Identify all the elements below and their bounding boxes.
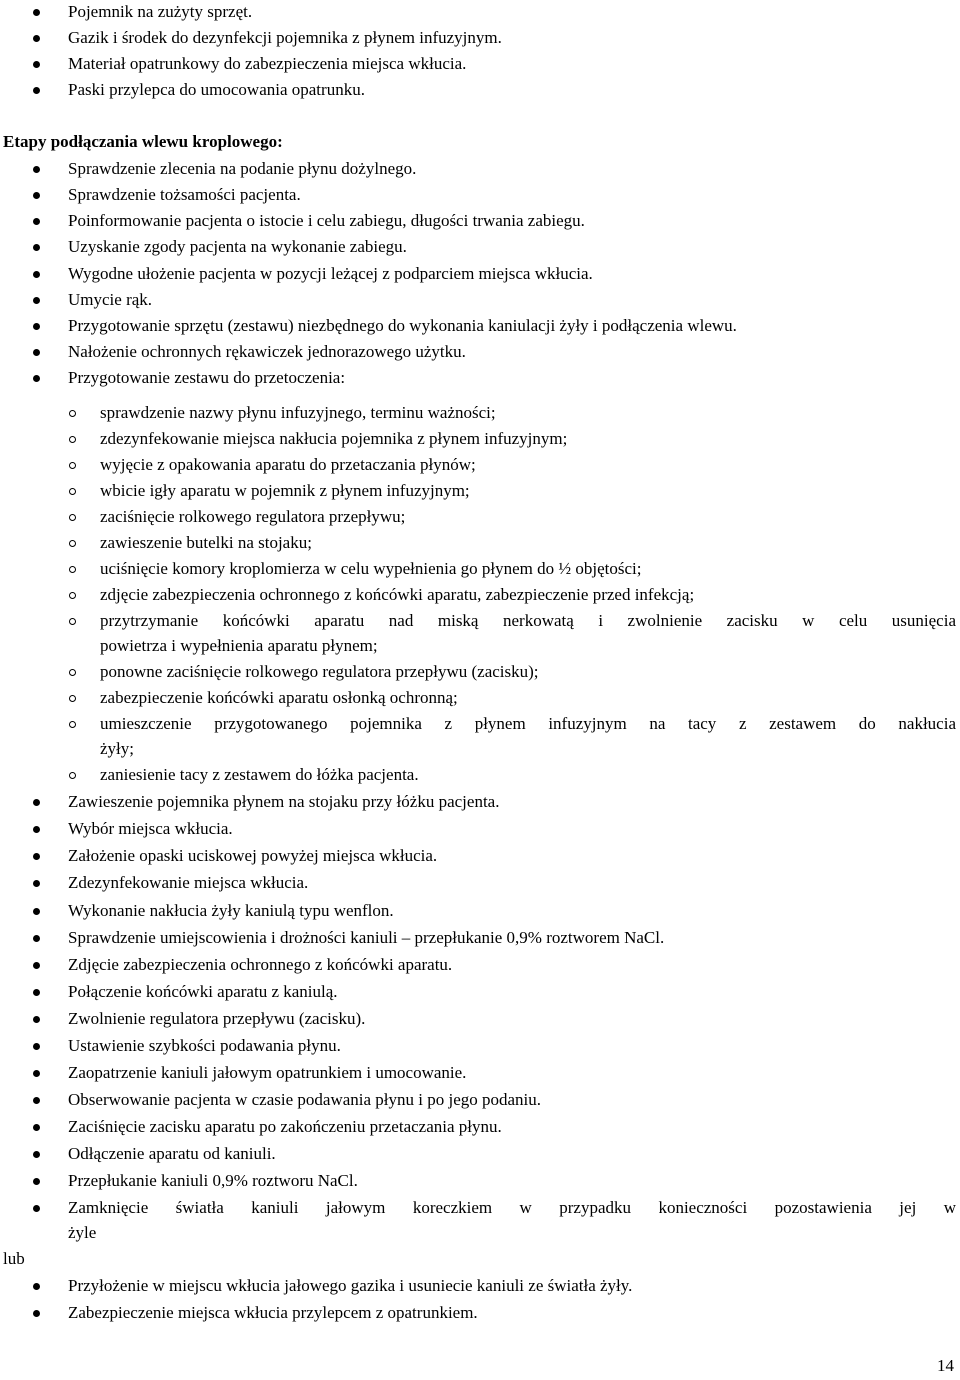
sub-list-item-text: zdezynfekowanie miejsca nakłucia pojemnika z płynem infuzyjnym; xyxy=(100,429,568,448)
bullet-icon xyxy=(33,192,40,199)
circle-bullet-icon xyxy=(69,772,76,779)
list-item xyxy=(0,0,960,24)
circle-bullet-icon xyxy=(69,618,76,625)
bullet-icon xyxy=(33,1124,40,1131)
bullet-icon xyxy=(33,87,40,94)
bullet-icon xyxy=(33,297,40,304)
page-number: 14 xyxy=(937,1356,954,1375)
sub-list-item-text: zaciśnięcie rolkowego regulatora przepływu; xyxy=(100,507,406,526)
bullet-icon xyxy=(33,218,40,225)
list-item xyxy=(0,844,960,868)
circle-bullet-icon xyxy=(69,410,76,417)
list-item xyxy=(0,314,960,338)
list-item-text: Wybór miejsca wkłucia. xyxy=(68,819,233,838)
list-item xyxy=(0,871,960,895)
bullet-icon xyxy=(33,1283,40,1290)
list-item xyxy=(0,1088,960,1112)
circle-bullet-icon xyxy=(69,462,76,469)
list-item-text: Sprawdzenie umiejscowienia i drożności kaniuli – przepłukanie 0,9% roztworem NaCl. xyxy=(68,928,665,947)
list-item-text: Połączenie końcówki aparatu z kaniulą. xyxy=(68,982,338,1001)
bullet-icon xyxy=(33,9,40,16)
circle-bullet-icon xyxy=(69,488,76,495)
sub-list-item xyxy=(0,712,960,736)
list-item-text: Sprawdzenie tożsamości pacjenta. xyxy=(68,185,301,204)
bullet-icon xyxy=(33,271,40,278)
bullet-icon xyxy=(33,1016,40,1023)
sub-list-item-text: sprawdzenie nazwy płynu infuzyjnego, terminu ważności; xyxy=(100,403,496,422)
sub-list-item xyxy=(0,427,960,451)
bullet-icon xyxy=(33,880,40,887)
list-item xyxy=(0,1115,960,1139)
sub-list-item xyxy=(0,763,960,787)
list-item-text: Umycie rąk. xyxy=(68,290,153,309)
list-item xyxy=(0,366,960,390)
list-item-text: Przygotowanie zestawu do przetoczenia: xyxy=(68,368,346,387)
sub-list-item xyxy=(0,583,960,607)
list-item xyxy=(0,1061,960,1085)
bullet-icon xyxy=(33,1043,40,1050)
list-item xyxy=(0,1142,960,1166)
circle-bullet-icon xyxy=(69,669,76,676)
bullet-icon xyxy=(33,1310,40,1317)
circle-bullet-icon xyxy=(69,721,76,728)
circle-bullet-icon xyxy=(69,566,76,573)
or-label-text: lub xyxy=(3,1249,25,1268)
section-heading-text: Etapy podłączania wlewu kroplowego: xyxy=(3,132,283,151)
bullet-icon xyxy=(33,853,40,860)
bullet-icon xyxy=(33,1151,40,1158)
list-item-text: Zdjęcie zabezpieczenia ochronnego z końcówki aparatu. xyxy=(68,955,453,974)
list-item xyxy=(0,52,960,76)
list-item-text: Przyłożenie w miejscu wkłucia jałowego gazika i usuniecie kaniuli ze światła żyły. xyxy=(68,1276,633,1295)
list-item-continuation xyxy=(0,1221,960,1245)
sub-list-item-continuation xyxy=(0,634,960,658)
list-item-text: Zdezynfekowanie miejsca wkłucia. xyxy=(68,873,309,892)
list-item xyxy=(0,980,960,1004)
sub-list-item-continuation xyxy=(0,737,960,761)
list-item-text: Gazik i środek do dezynfekcji pojemnika z płynem infuzyjnym. xyxy=(68,28,502,47)
list-item xyxy=(0,235,960,259)
list-item-text: Obserwowanie pacjenta w czasie podawania płynu i po jego podaniu. xyxy=(68,1090,542,1109)
sub-list-item-text: zabezpieczenie końcówki aparatu osłonką ochronną; xyxy=(100,688,458,707)
bullet-icon xyxy=(33,1178,40,1185)
sub-list-item-text: zdjęcie zabezpieczenia ochronnego z końcówki aparatu, zabezpieczenie przed infekcją; xyxy=(100,585,695,604)
list-item-text: Przepłukanie kaniuli 0,9% roztworu NaCl. xyxy=(68,1171,358,1190)
list-item-text: Zaopatrzenie kaniuli jałowym opatrunkiem i umocowanie. xyxy=(68,1063,467,1082)
list-item-text: Zaciśnięcie zacisku aparatu po zakończeniu przetaczania płynu. xyxy=(68,1117,502,1136)
circle-bullet-icon xyxy=(69,592,76,599)
list-item-text: Zwolnienie regulatora przepływu (zacisku). xyxy=(68,1009,366,1028)
list-item xyxy=(0,340,960,364)
sub-list-item xyxy=(0,505,960,529)
sub-list-item-text: powietrza i wypełnienia aparatu płynem; xyxy=(100,636,378,655)
bullet-icon xyxy=(33,962,40,969)
sub-list-item-text: ponowne zaciśnięcie rolkowego regulatora przepływu (zacisku); xyxy=(100,662,539,681)
list-item-text: Przygotowanie sprzętu (zestawu) niezbędnego do wykonania kaniulacji żyły i podłączenia wlewu. xyxy=(68,316,737,335)
list-item xyxy=(0,790,960,814)
list-item-text: Wykonanie nakłucia żyły kaniulą typu wenflon. xyxy=(68,901,394,920)
circle-bullet-icon xyxy=(69,695,76,702)
list-item-text: Odłączenie aparatu od kaniuli. xyxy=(68,1144,276,1163)
list-item-text: Uzyskanie zgody pacjenta na wykonanie zabiegu. xyxy=(68,237,407,256)
bullet-icon xyxy=(33,349,40,356)
list-item-text: Ustawienie szybkości podawania płynu. xyxy=(68,1036,341,1055)
list-item-text: Nałożenie ochronnych rękawiczek jednorazowego użytku. xyxy=(68,342,466,361)
sub-list-item-text: przytrzymanie końcówki aparatu nad miską nerkowatą i zwolnienie zacisku w celu usunięcia xyxy=(100,611,956,630)
circle-bullet-icon xyxy=(69,540,76,547)
circle-bullet-icon xyxy=(69,514,76,521)
list-item xyxy=(0,1196,960,1220)
list-item xyxy=(0,1169,960,1193)
sub-list-item xyxy=(0,401,960,425)
list-item xyxy=(0,157,960,181)
list-item-text: Założenie opaski uciskowej powyżej miejsca wkłucia. xyxy=(68,846,438,865)
or-label xyxy=(0,1247,960,1271)
bullet-icon xyxy=(33,908,40,915)
list-item xyxy=(0,899,960,923)
sub-list-item-text: zaniesienie tacy z zestawem do łóżka pacjenta. xyxy=(100,765,419,784)
list-item-text: żyle xyxy=(68,1223,97,1242)
circle-bullet-icon xyxy=(69,436,76,443)
sub-list-item xyxy=(0,686,960,710)
list-item-text: Pojemnik na zużyty sprzęt. xyxy=(68,2,253,21)
list-item xyxy=(0,1034,960,1058)
bullet-icon xyxy=(33,244,40,251)
sub-list-item-text: żyły; xyxy=(100,739,134,758)
list-item-text: Wygodne ułożenie pacjenta w pozycji leżącej z podparciem miejsca wkłucia. xyxy=(68,264,593,283)
sub-list-item-text: umieszczenie przygotowanego pojemnika z płynem infuzyjnym na tacy z zestawem do nakłucia xyxy=(100,714,956,733)
list-item-text: Zabezpieczenie miejsca wkłucia przylepcem z opatrunkiem. xyxy=(68,1303,478,1322)
list-item-text: Paski przylepca do umocowania opatrunku. xyxy=(68,80,365,99)
sub-list-item-text: wyjęcie z opakowania aparatu do przetaczania płynów; xyxy=(100,455,476,474)
sub-list-item xyxy=(0,479,960,503)
list-item xyxy=(0,926,960,950)
bullet-icon xyxy=(33,1205,40,1212)
list-item xyxy=(0,262,960,286)
list-item xyxy=(0,1007,960,1031)
section-heading xyxy=(0,130,960,154)
bullet-icon xyxy=(33,323,40,330)
list-item xyxy=(0,953,960,977)
bullet-icon xyxy=(33,375,40,382)
bullet-icon xyxy=(33,826,40,833)
sub-list-item xyxy=(0,453,960,477)
list-item xyxy=(0,26,960,50)
sub-list-item xyxy=(0,660,960,684)
list-item-text: Materiał opatrunkowy do zabezpieczenia miejsca wkłucia. xyxy=(68,54,467,73)
list-item xyxy=(0,78,960,102)
list-item xyxy=(0,1301,960,1325)
sub-list-item-text: zawieszenie butelki na stojaku; xyxy=(100,533,312,552)
list-item-text: Poinformowanie pacjenta o istocie i celu zabiegu, długości trwania zabiegu. xyxy=(68,211,585,230)
list-item xyxy=(0,1274,960,1298)
list-item xyxy=(0,209,960,233)
list-item-text: Sprawdzenie zlecenia na podanie płynu dożylnego. xyxy=(68,159,417,178)
list-item xyxy=(0,183,960,207)
bullet-icon xyxy=(33,935,40,942)
bullet-icon xyxy=(33,1097,40,1104)
sub-list-item xyxy=(0,609,960,633)
sub-list-item-text: uciśnięcie komory kroplomierza w celu wypełnienia go płynem do ½ objętości; xyxy=(100,559,642,578)
list-item-text: Zamknięcie światła kaniuli jałowym koreczkiem w przypadku konieczności pozostawienia jej w xyxy=(68,1198,956,1217)
sub-list-item xyxy=(0,557,960,581)
sub-list-item-text: wbicie igły aparatu w pojemnik z płynem infuzyjnym; xyxy=(100,481,470,500)
bullet-icon xyxy=(33,989,40,996)
bullet-icon xyxy=(33,799,40,806)
sub-list-item xyxy=(0,531,960,555)
bullet-icon xyxy=(33,61,40,68)
list-item xyxy=(0,817,960,841)
list-item xyxy=(0,288,960,312)
bullet-icon xyxy=(33,166,40,173)
bullet-icon xyxy=(33,1070,40,1077)
list-item-text: Zawieszenie pojemnika płynem na stojaku przy łóżku pacjenta. xyxy=(68,792,500,811)
bullet-icon xyxy=(33,35,40,42)
